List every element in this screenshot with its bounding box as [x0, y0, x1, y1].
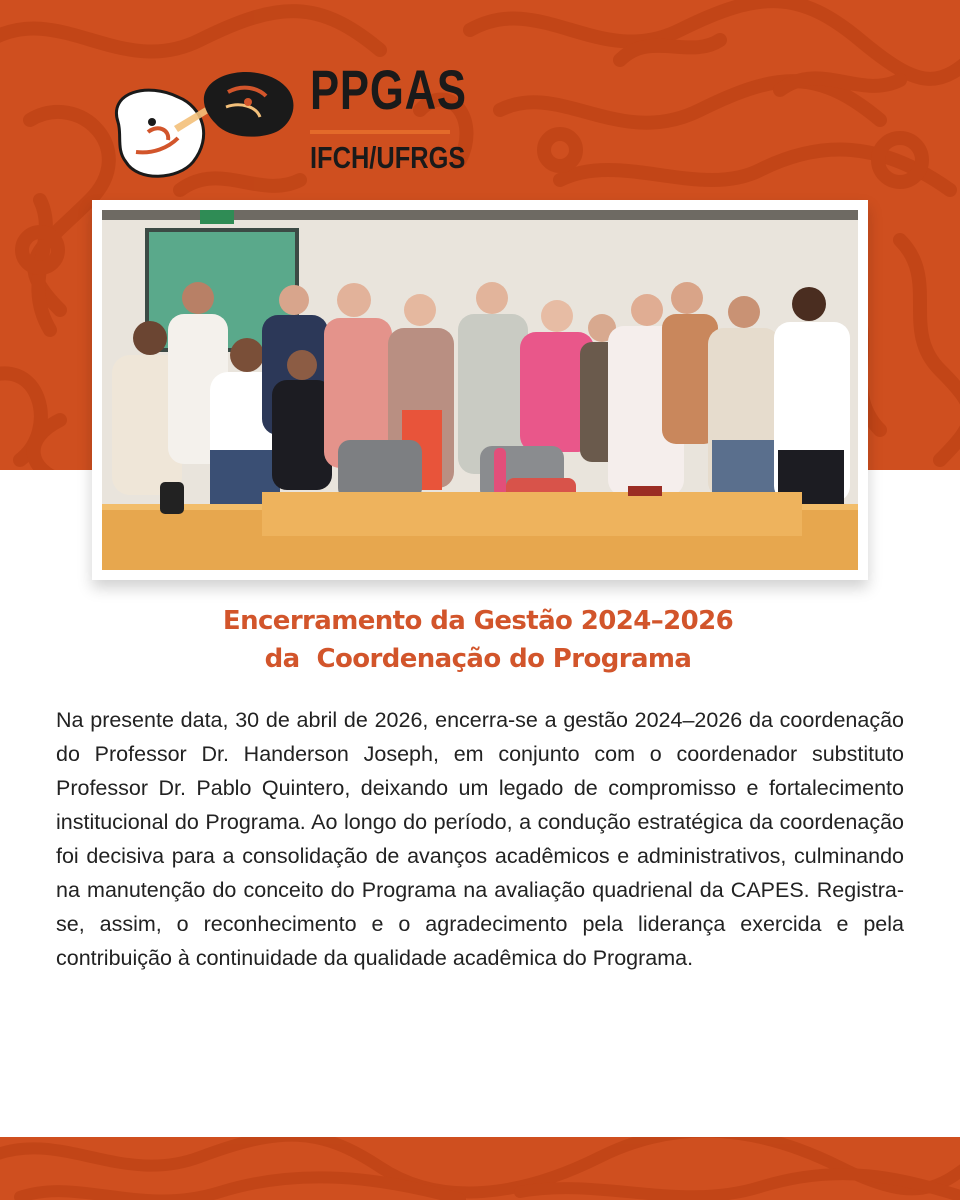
photo-frame: [92, 200, 868, 580]
white-head-icon: [116, 90, 203, 176]
headline-line-2: da Coordenação do Programa: [264, 644, 692, 674]
headline: [0, 602, 956, 678]
footer-band: [0, 1137, 960, 1200]
brand-divider: [310, 130, 450, 134]
black-head-icon: [204, 72, 294, 137]
group-photo: [102, 210, 858, 570]
brand-subname: IFCH/UFRGS: [310, 140, 466, 175]
brand-name: PPGAS: [310, 58, 467, 121]
headline-line-1: Encerramento da Gestão 2024–2026: [222, 606, 734, 636]
maze-pattern-footer: [0, 1137, 960, 1200]
body-paragraph: Na presente data, 30 de abril de 2026, encerra-se a gestão 2024–2026 da coordenação do Professor Dr. Handerson Joseph, em conjunto com o coordenador substituto Professor Dr. Pablo Quintero, deixando um legado de compromisso e fortalecimento institucional do Programa. Ao longo do período, a condução estratégica da coordenação foi decisiva para a consolidação de avanços acadêmicos e administrativos, culminando na manutenção do conceito do Programa na avaliação quadrienal da CAPES. Registra-se, assim, o reconhecimento e o agradecimento pela liderança exercida e pela contribuição à continuidade da qualidade acadêmica do Programa.: [56, 708, 904, 970]
